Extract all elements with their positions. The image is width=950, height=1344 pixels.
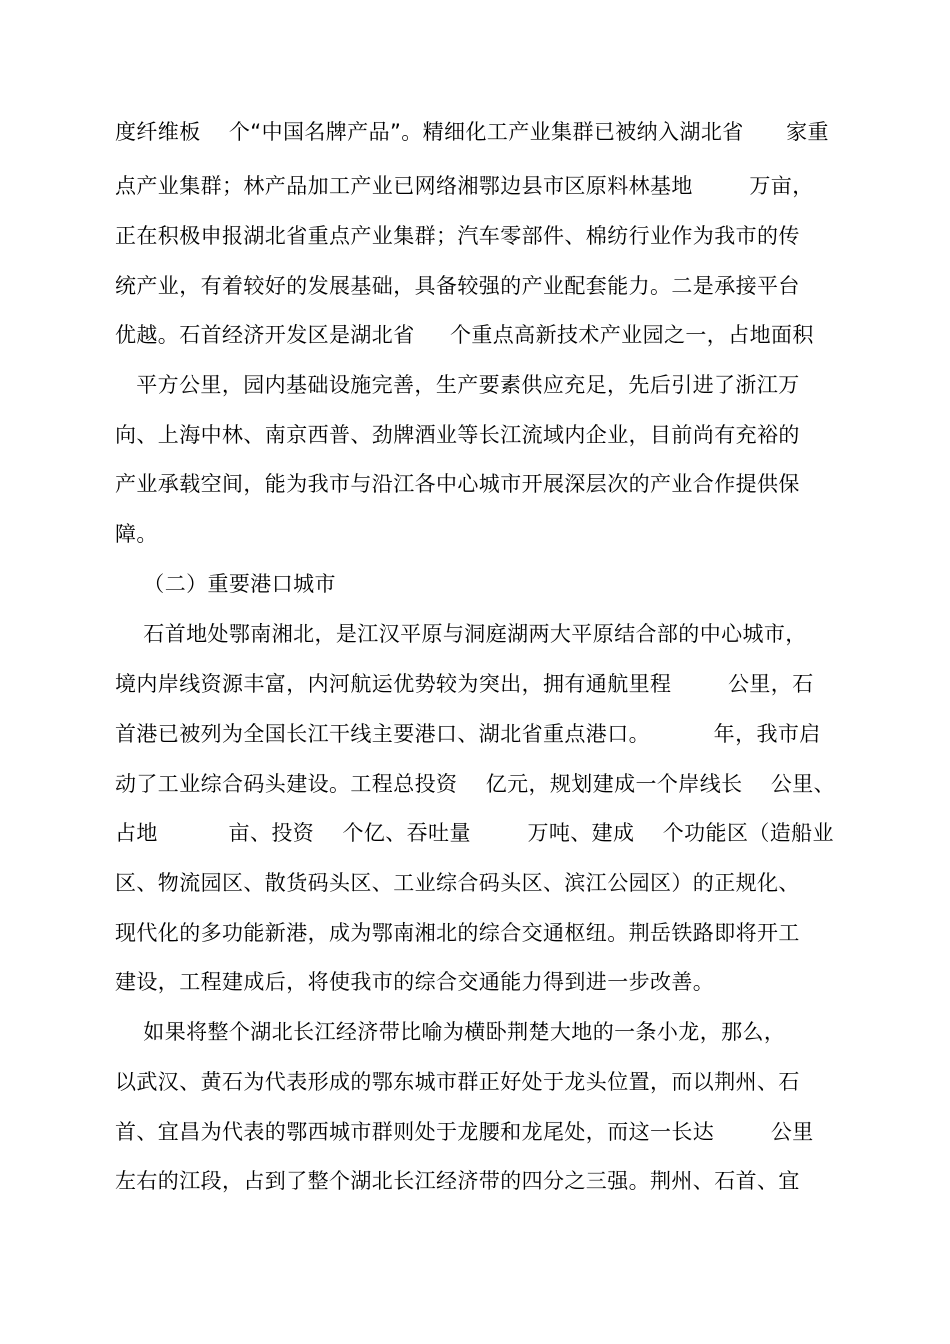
text-line: 左右的江段，占到了整个湖北长江经济带的四分之三强。荆州、石首、宜 (115, 1169, 800, 1193)
text-line: 如果将整个湖北长江经济带比喻为横卧荆楚大地的一条小龙，那么， (115, 1020, 786, 1044)
text-line: （二）重要港口城市 (115, 572, 336, 596)
text-line: 动了工业综合码头建设。工程总投资 亿元，规划建成一个岸线长 公里、 (115, 772, 835, 796)
text-line: 区、物流园区、散货码头区、工业综合码头区、滨江公园区）的正规化、 (115, 871, 800, 895)
text-line: 建设，工程建成后，将使我市的综合交通能力得到进一步改善。 (115, 970, 715, 994)
text-line: 境内岸线资源丰富，内河航运优势较为突出，拥有通航里程 公里，石 (115, 672, 814, 696)
text-line: 正在积极申报湖北省重点产业集群；汽车零部件、棉纺行业作为我市的传 (115, 224, 800, 248)
text-line: 平方公里，园内基础设施完善，生产要素供应充足，先后引进了浙江万 (115, 373, 800, 397)
text-line: 现代化的多功能新港，成为鄂南湘北的综合交通枢纽。荆岳铁路即将开工 (115, 921, 800, 945)
text-line: 产业承载空间，能为我市与沿江各中心城市开展深层次的产业合作提供保 (115, 472, 800, 496)
text-line: 优越。石首经济开发区是湖北省 个重点高新技术产业园之一，占地面积 (115, 323, 814, 347)
text-line: 石首地处鄂南湘北，是江汉平原与洞庭湖两大平原结合部的中心城市， (115, 622, 807, 646)
text-line: 首港已被列为全国长江干线主要港口、湖北省重点港口。 年，我市启 (115, 722, 821, 746)
text-line: 点产业集群；林产品加工产业已网络湘鄂边县市区原料林基地 万亩， (115, 174, 814, 198)
text-line: 度纤维板 个“中国名牌产品”。精细化工产业集群已被纳入湖北省 家重 (115, 120, 829, 144)
text-line: 统产业，有着较好的发展基础，具备较强的产业配套能力。二是承接平台 (115, 274, 800, 298)
text-line: 占地 亩、投资 个亿、吞吐量 万吨、建成 个功能区（造船业 (115, 821, 834, 845)
text-line: 以武汉、黄石为代表形成的鄂东城市群正好处于龙头位置，而以荆州、石 (115, 1070, 800, 1094)
text-line: 障。 (115, 522, 158, 546)
text-line: 首、宜昌为代表的鄂西城市群则处于龙腰和龙尾处，而这一长达 公里 (115, 1120, 814, 1144)
text-line: 向、上海中林、南京西普、劲牌酒业等长江流域内企业，目前尚有充裕的 (115, 423, 800, 447)
